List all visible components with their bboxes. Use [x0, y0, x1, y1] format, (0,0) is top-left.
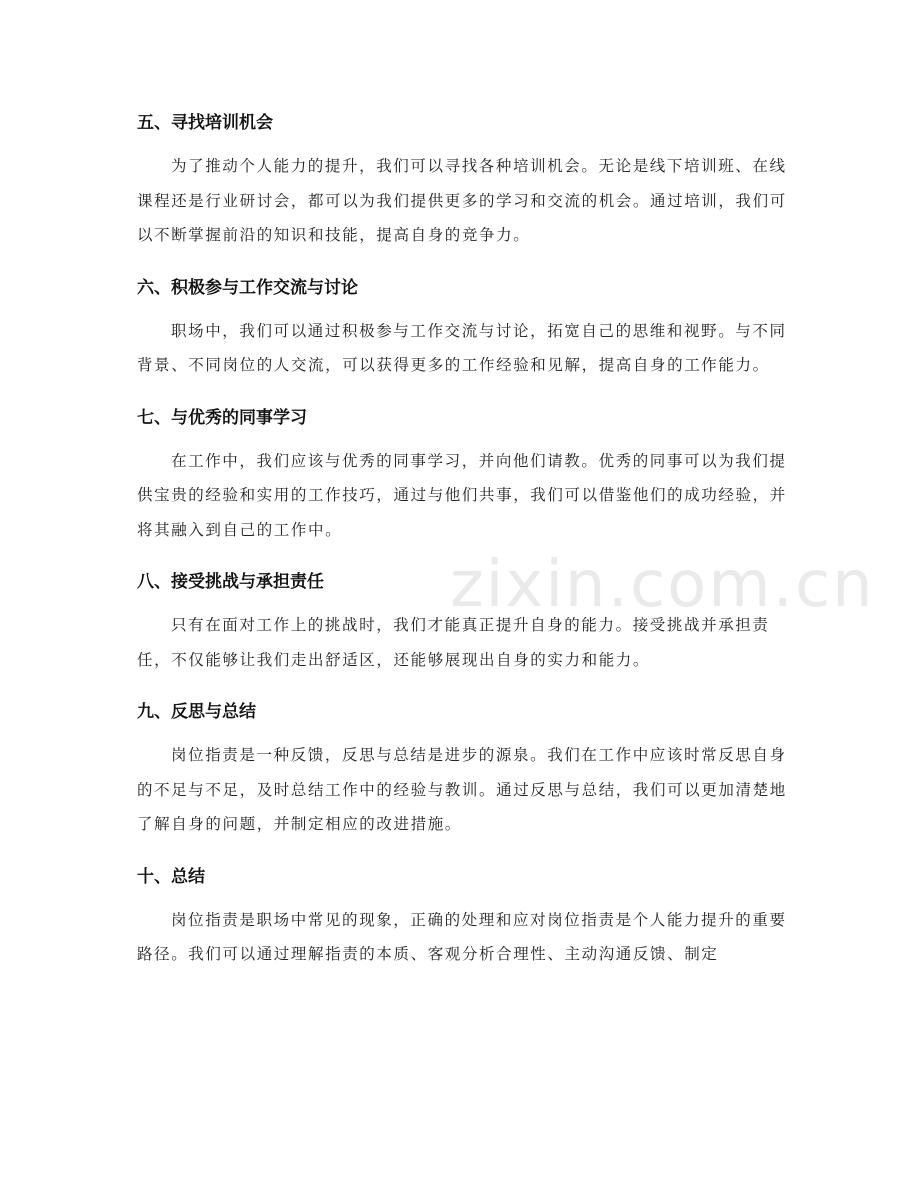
section-heading: 十、总结: [137, 866, 205, 887]
watermark: zixin.com.cn: [450, 548, 875, 622]
section-5: [137, 108, 787, 253]
section-paragraph: 为了推动个人能力的提升，我们可以寻找各种培训机会。无论是线下培训班、在线课程还是行业研讨会，都可以为我们提供更多的学习和交流的机会。通过培训，我们可以不断掌握前沿的知识和技能，提高自身的竞争力。: [137, 157, 787, 244]
section-heading: 六、积极参与工作交流与讨论: [137, 277, 358, 298]
section-heading: 五、寻找培训机会: [137, 113, 273, 133]
section-paragraph: 在工作中，我们应该与优秀的同事学习，并向他们请教。优秀的同事可以为我们提供宝贵的经验和实用的工作技巧，通过与他们共事，我们可以借鉴他们的成功经验，并将其融入到自己的工作中。: [137, 451, 787, 539]
section-8: [137, 567, 787, 677]
section-7: [137, 403, 787, 548]
section-heading: 九、反思与总结: [137, 702, 256, 722]
section-10: [137, 862, 787, 972]
section-paragraph: 岗位指责是职场中常见的现象，正确的处理和应对岗位指责是个人能力提升的重要路径。我们可以通过理解指责的本质、客观分析合理性、主动沟通反馈、制定: [137, 910, 787, 963]
section-paragraph: 职场中，我们可以通过积极参与工作交流与讨论，拓宽自己的思维和视野。与不同背景、不同岗位的人交流，可以获得更多的工作经验和见解，提高自身的工作能力。: [137, 321, 787, 374]
section-heading: 八、接受挑战与承担责任: [137, 572, 324, 592]
section-paragraph: 岗位指责是一种反馈，反思与总结是进步的源泉。我们在工作中应该时常反思自身的不足与不足，及时总结工作中的经验与教训。通过反思与总结，我们可以更加清楚地了解自身的问题，并制定相应的改进措施。: [137, 746, 787, 833]
section-6: [137, 273, 787, 383]
section-9: [137, 697, 787, 842]
section-paragraph: 只有在面对工作上的挑战时，我们才能真正提升自身的能力。接受挑战并承担责任，不仅能够让我们走出舒适区，还能够展现出自身的实力和能力。: [137, 616, 770, 669]
section-heading: 七、与优秀的同事学习: [137, 407, 307, 428]
document-body: [137, 108, 787, 992]
